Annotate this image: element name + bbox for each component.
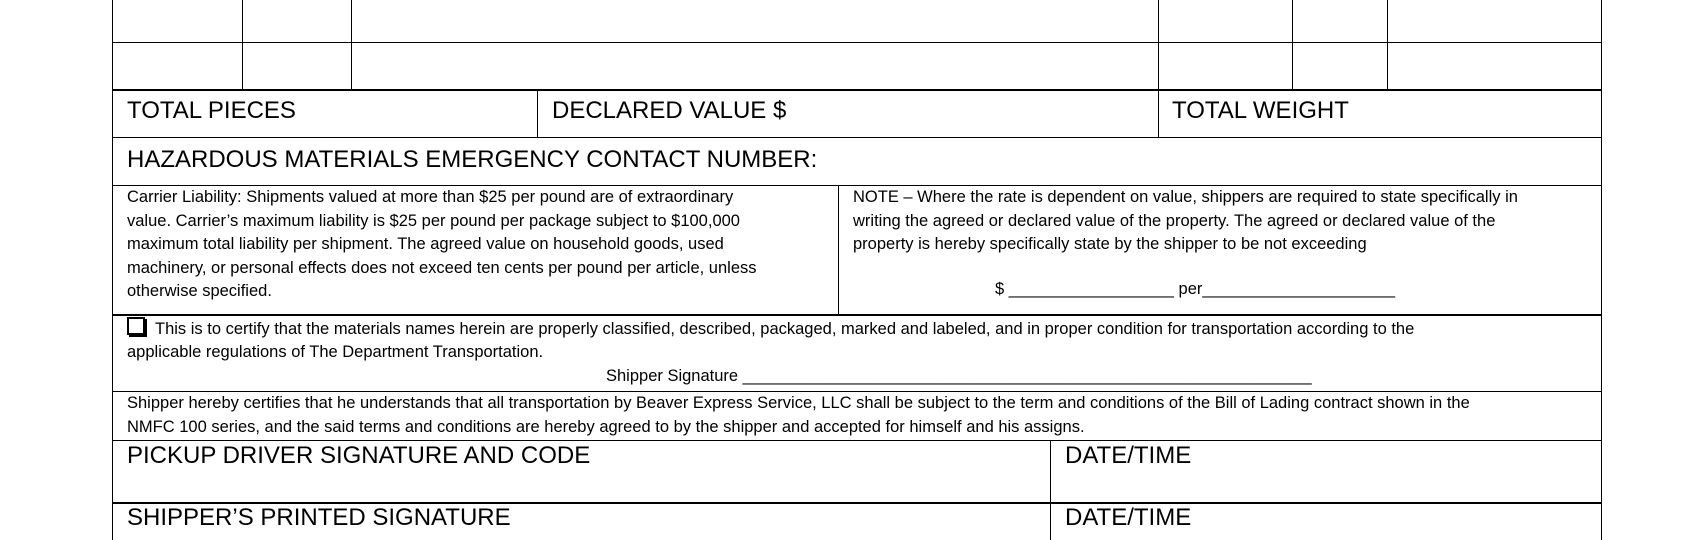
shipper-terms-line: NMFC 100 series, and the said terms and conditions are hereby agreed to by the shipper and accepted for himself and his assigns. [127,417,1085,436]
hazmat-contact-label: HAZARDOUS MATERIALS EMERGENCY CONTACT NUMBER: [127,146,818,173]
total-weight-field[interactable] [1158,90,1601,137]
carrier-liability-text [127,186,827,312]
item-col-divider [1158,0,1159,90]
pickup-datetime-field[interactable] [1050,441,1601,502]
value-note-line: property is hereby specifically state by the shipper to be not exceeding [853,235,1367,253]
item-col-divider [1387,0,1388,90]
carrier-liability-line: machinery, or personal effects does not exceed ten cents per pound per article, unless [127,258,757,277]
form-right-border [1601,0,1602,540]
item-row-2 [112,42,1601,90]
shipper-terms-text [127,392,1597,439]
total-pieces-label: TOTAL PIECES [127,97,296,124]
shipper-datetime-label: DATE/TIME [1065,504,1192,531]
carrier-liability-line: Carrier Liability: Shipments valued at more than $25 per pound are of extraordinary [127,188,734,206]
declared-value-label: DECLARED VALUE $ [552,97,787,124]
pickup-driver-label: PICKUP DRIVER SIGNATURE AND CODE [127,442,591,469]
total-pieces-field[interactable] [112,90,537,137]
carrier-liability-line: otherwise specified. [127,282,272,300]
certification-text: This is to certify that the materials names herein are properly classified, described, packaged, marked and labeled, and in proper condition for transportation according to the [155,320,1415,338]
value-note-line: NOTE – Where the rate is dependent on value, shippers are required to state specifically in [853,188,1518,206]
carrier-liability-line: value. Carrier’s maximum liability is $25 per pound per package subject to $100,000 [127,211,740,230]
item-col-divider [351,0,352,90]
shipper-terms-line: Shipper hereby certifies that he understands that all transportation by Beaver Express Service, LLC shall be subject to the term and conditions of the Bill of Lading contract shown in the [127,394,1470,412]
item-col-divider [242,0,243,90]
declared-value-field[interactable] [537,90,1158,137]
hazmat-contact-field[interactable] [112,138,1601,185]
shipper-printed-signature-field[interactable] [112,503,1050,540]
certification-line [127,317,1414,342]
bill-of-lading-form [112,0,1601,540]
row-divider [112,314,1601,316]
row-divider [112,42,1601,43]
shipper-datetime-field[interactable] [1050,503,1601,540]
shipper-printed-label: SHIPPER’S PRINTED SIGNATURE [127,504,511,531]
liability-note-divider [838,185,839,314]
declared-value-per-field[interactable]: $ __________________ per_____________________ [995,280,1396,298]
value-note-line: writing the agreed or declared value of the property. The agreed or declared value of the [853,211,1496,230]
pickup-datetime-label: DATE/TIME [1065,442,1192,469]
item-row-1 [112,0,1601,42]
total-weight-label: TOTAL WEIGHT [1172,97,1349,124]
item-col-divider [1292,0,1293,90]
shipper-signature-field[interactable]: Shipper Signature ______________________________________________________________ [606,367,1312,385]
pickup-driver-signature-field[interactable] [112,441,1050,502]
certify-checkbox[interactable] [127,317,145,335]
carrier-liability-line: maximum total liability per shipment. The agreed value on household goods, used [127,235,724,253]
certification-line-2: applicable regulations of The Department Transportation. [127,342,544,361]
